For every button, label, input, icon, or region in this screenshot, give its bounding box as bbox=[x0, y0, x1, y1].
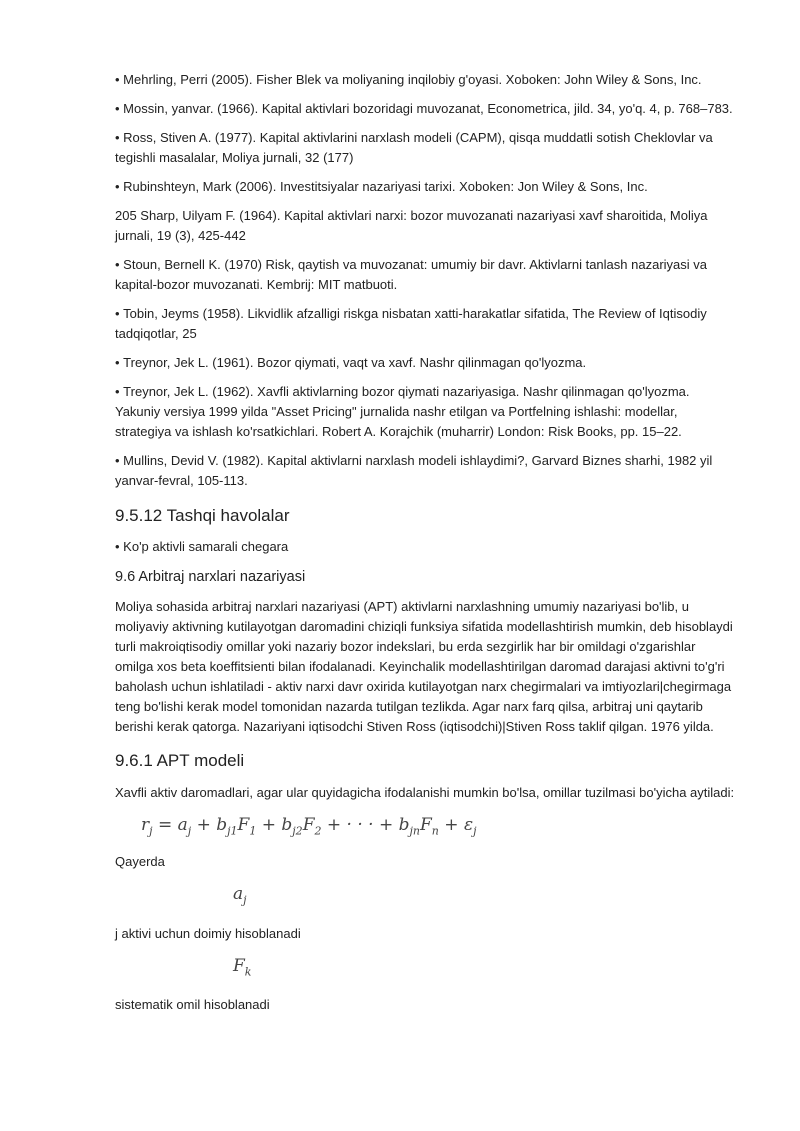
reference-tobin: • Tobin, Jeyms (1958). Likvidlik afzalligi riskga nisbatan xatti-harakatlar sifatida, The Review of Iqtisodiy tadqiqotlar, 25 bbox=[115, 304, 735, 344]
reference-sharp: 205 Sharp, Uilyam F. (1964). Kapital aktivlari narxi: bozor muvozanati nazariyasi xavf sharoitida, Moliya jurnali, 19 (3), 425-442 bbox=[115, 208, 708, 243]
apt-model-intro: Xavfli aktiv daromadlari, agar ular quyidagicha ifodalanishi mumkin bo'lsa, omillar tuzilmasi bo'yicha aytiladi: bbox=[115, 785, 735, 800]
symbol-f-k-description: sistematik omil hisoblanadi bbox=[115, 997, 270, 1013]
symbol-a-j: $a_j$ bbox=[233, 884, 247, 907]
section-heading-external-links: 9.5.12 Tashqi havolalar bbox=[115, 506, 290, 525]
reference-mossin: • Mossin, yanvar. (1966). Kapital aktivlari bozoridagi muvozanat, Econometrica, jild. 34, yo'q. 4, p. 768–783. bbox=[115, 99, 735, 119]
reference-rubinshteyn: • Rubinshteyn, Mark (2006). Investitsiyalar nazariyasi tarixi. Xoboken: Jon Wiley & Sons, Inc. bbox=[115, 177, 735, 197]
reference-ross: • Ross, Stiven A. (1977). Kapital aktivlarini narxlash modeli (CAPM), qisqa muddatli sotish Cheklovlar va tegishli masalalar, Moliya jurnali, 32 (177) bbox=[115, 128, 735, 168]
reference-treynor-1962: • Treynor, Jek L. (1962). Xavfli aktivlarning bozor qiymati nazariyasiga. Nashr qilinmagan qo'lyozma. Yakuniy versiya 1999 yilda "Asset Pricing" jurnalida nashr etilgan va Portfelning ishlashi: modellar, strategiya va ishlash ko'rsatkichlari. Robert A. Korajchik (muharrir) London: Risk Books, pp. 15–22. bbox=[115, 382, 735, 442]
section-heading-apt-model: 9.6.1 APT modeli bbox=[115, 751, 245, 770]
reference-treynor-1961: • Treynor, Jek L. (1961). Bozor qiymati, vaqt va xavf. Nashr qilinmagan qo'lyozma. bbox=[115, 353, 735, 373]
symbol-f-k: $F_k$ bbox=[233, 955, 252, 979]
apt-paragraph: Moliya sohasida arbitraj narxlari nazariyasi (APT) aktivlarni narxlashning umumiy nazariyasi bo'lib, u moliyaviy aktivning kutilayotgan daromadini chiziqli funksiya sifatida modellashtirish mumkin, deb hisoblaydi turli makroiqtisodiy omillar yoki nazariy bozor indekslari, bu erda sezgirlik har bir omildagi o'zgarishlar omilga xos beta koeffitsienti bilan ifodalanadi. Keyinchalik modellashtirilgan daromad darajasi aktivni to'g'ri baholash uchun ishlatiladi - aktiv narxi davr oxirida kutilayotgan narx chegirmalari va imtiyozlari|chegirmaga teng bo'lishi kerak model tomonidan nazarda tutilgan tezlikda. Agar narx farq qilsa, arbitraj uni qaytarib berishi kerak qatorga. Nazariyani iqtisodchi Stiven Ross (iqtisodchi)|Stiven Ross taklif qilgan. 1976 yilda. bbox=[115, 599, 733, 734]
reference-mullins: • Mullins, Devid V. (1982). Kapital aktivlarni narxlash modeli ishlaydimi?, Garvard Biznes sharhi, 1982 yil yanvar-fevral, 105-113. bbox=[115, 451, 735, 491]
reference-mehrling: • Mehrling, Perri (2005). Fisher Blek va moliyaning inqilobiy g'oyasi. Xoboken: John Wiley & Sons, Inc. bbox=[115, 70, 735, 90]
reference-stoun: • Stoun, Bernell K. (1970) Risk, qaytish va muvozanat: umumiy bir davr. Aktivlarni tanlash nazariyasi va kapital-bozor muvozanati. Kembrij: MIT matbuoti. bbox=[115, 255, 735, 295]
apt-formula: $r_j = a_j + b_{j1}F_1 + b_{j2}F_2$ + · · · + $b_{jn}F_n + \varepsilon_j$ bbox=[141, 815, 477, 838]
symbol-a-j-description: j aktivi uchun doimiy hisoblanadi bbox=[115, 925, 301, 941]
document-page bbox=[115, 70, 735, 1024]
external-link-item[interactable]: • Ko'p aktivli samarali chegara bbox=[115, 537, 735, 557]
where-label: Qayerda bbox=[115, 854, 165, 870]
section-heading-apt: 9.6 Arbitraj narxlari nazariyasi bbox=[115, 569, 306, 585]
